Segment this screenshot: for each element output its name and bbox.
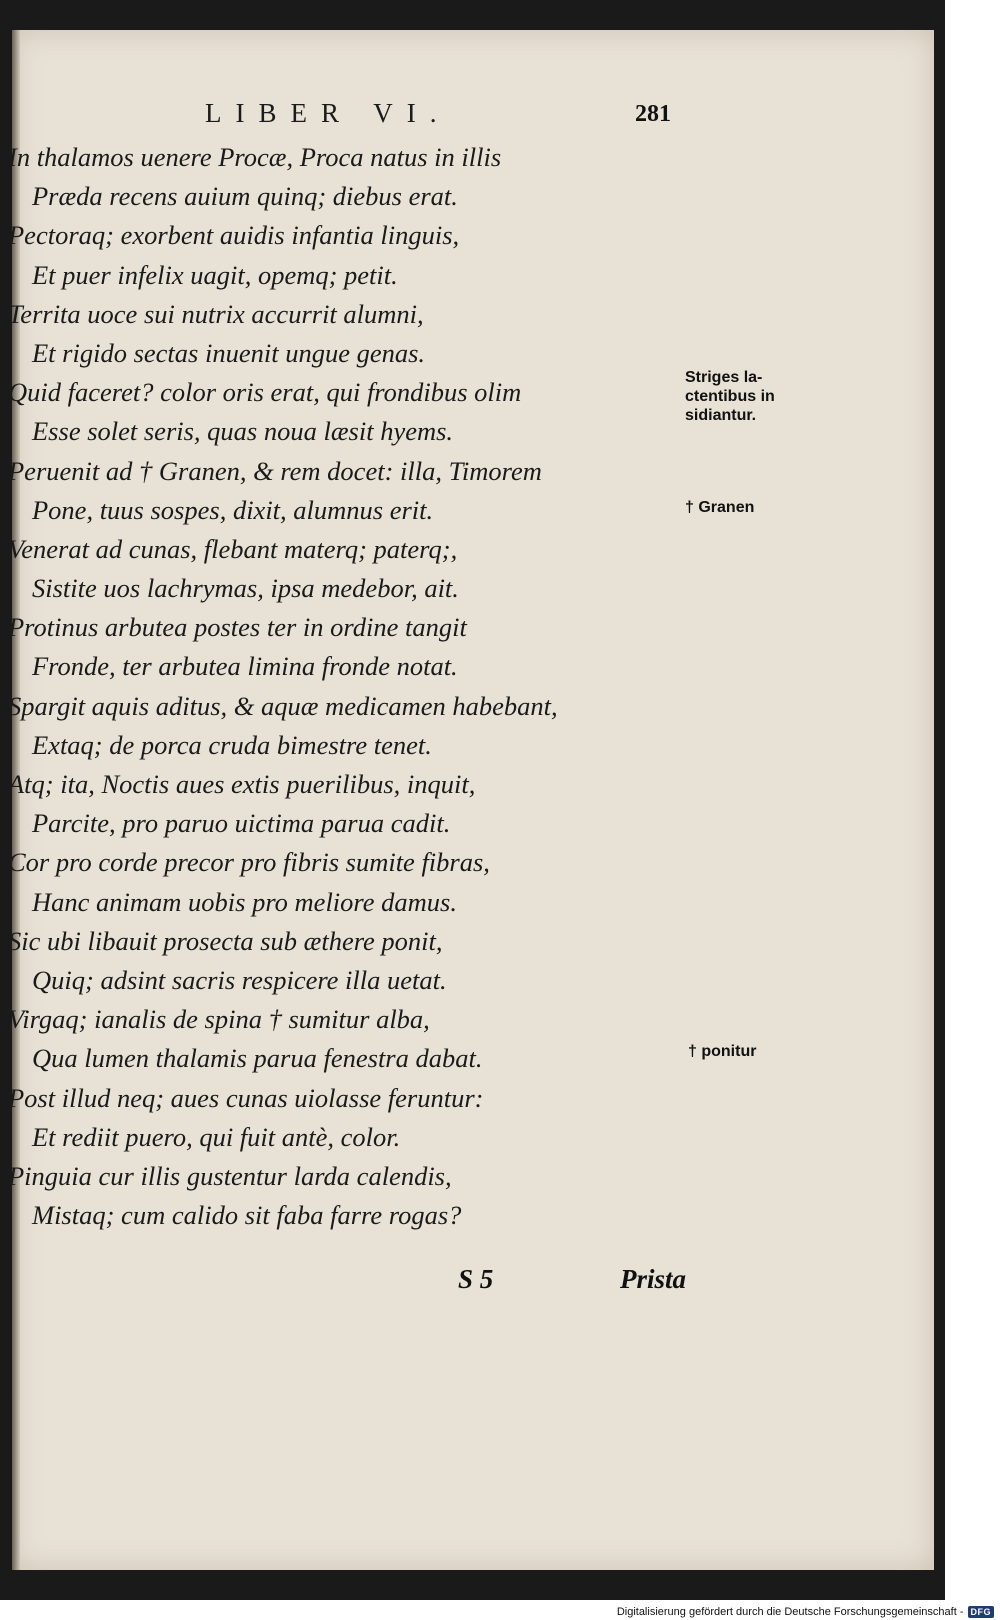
- marginal-note: Striges la- ctentibus in sidiantur.: [685, 369, 775, 424]
- verse-line: Sistite uos lachrymas, ipsa medebor, ait.: [32, 573, 459, 604]
- verse-line: Parcite, pro paruo uictima parua cadit.: [32, 808, 451, 839]
- verse-line: Et rigido sectas inuenit ungue genas.: [32, 337, 426, 368]
- marginal-note: † ponitur: [688, 1043, 757, 1060]
- verse-line: Post illud neq; aues cunas uiolasse feruntur:: [8, 1082, 484, 1113]
- verse-line: Qua lumen thalamis parua fenestra dabat.: [32, 1043, 483, 1074]
- verse-line: Et puer infelix uagit, opemq; petit.: [32, 259, 398, 290]
- verse-line: Præda recens auium quinq; diebus erat.: [32, 181, 458, 212]
- catchword: Prista: [620, 1264, 687, 1294]
- verse-line: Spargit aquis aditus, & aquæ medicamen habebant,: [8, 690, 558, 721]
- verse-line: Hanc animam uobis pro meliore damus.: [32, 886, 457, 917]
- verse-line: Pectoraq; exorbent auidis infantia linguis,: [8, 220, 460, 251]
- verse-line: Pone, tuus sospes, dixit, alumnus erit.: [32, 494, 434, 525]
- verse-line: Venerat ad cunas, flebant materq; paterq;,: [8, 533, 458, 564]
- marginal-note: † Granen: [685, 499, 755, 516]
- verse-line: Pinguia cur illis gustentur larda calendis,: [8, 1160, 452, 1191]
- digitization-credit: [617, 1606, 994, 1618]
- verse-line: Peruenit ad † Granen, & rem docet: illa, Timorem: [8, 455, 542, 486]
- verse-line: Fronde, ter arbutea limina fronde notat.: [32, 651, 458, 682]
- verse-line: In thalamos uenere Procæ, Proca natus in illis: [8, 142, 502, 172]
- verse-line: Territa uoce sui nutrix accurrit alumni,: [8, 298, 424, 329]
- verse-line: Quid faceret? color oris erat, qui frondibus olim: [8, 377, 522, 408]
- verse-line: Virgaq; ianalis de spina † sumitur alba,: [8, 1004, 430, 1035]
- verse-line: Esse solet seris, quas noua læsit hyems.: [32, 416, 454, 447]
- verse-line: Mistaq; cum calido sit faba farre rogas?: [32, 1200, 462, 1231]
- running-title: LIBER VI.: [205, 98, 451, 128]
- credit-text: Digitalisierung gefördert durch die Deutsche Forschungsgemeinschaft -: [616, 1606, 964, 1618]
- verse-line: Quiq; adsint sacris respicere illa uetat.: [32, 964, 447, 995]
- verse-line: Atq; ita, Noctis aues extis puerilibus, inquit,: [8, 769, 476, 799]
- verse-line: Cor pro corde precor pro fibris sumite fibras,: [8, 847, 490, 878]
- page-number: 281: [635, 101, 671, 127]
- verse-line: Extaq; de porca cruda bimestre tenet.: [32, 729, 432, 760]
- verse-line: Protinus arbutea postes ter in ordine tangit: [8, 612, 467, 643]
- verse-line: Sic ubi libauit prosecta sub æthere ponit,: [8, 925, 443, 956]
- dfg-logo: DFG: [968, 1606, 995, 1618]
- verse-text: [8, 138, 648, 1235]
- verse-line: Et rediit puero, qui fuit antè, color.: [32, 1121, 401, 1152]
- signature-mark: S 5: [458, 1264, 494, 1294]
